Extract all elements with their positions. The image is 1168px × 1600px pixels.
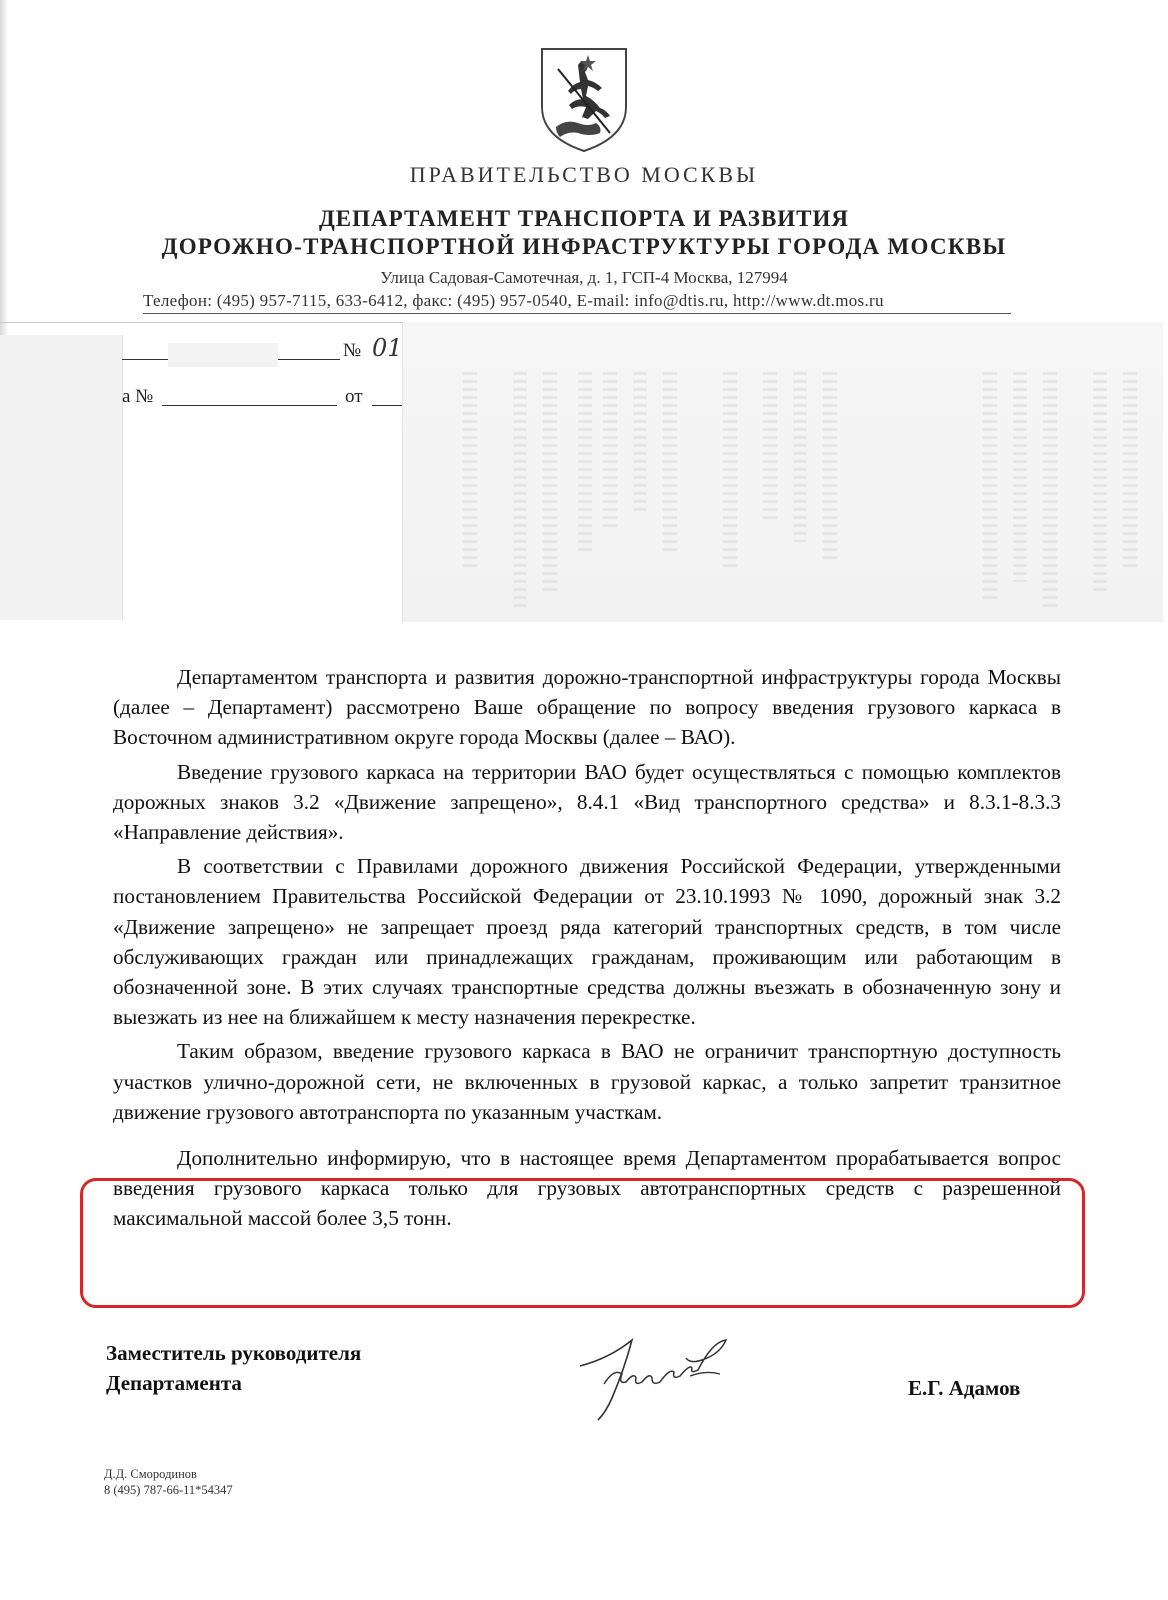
- ref-date-line: [122, 359, 170, 360]
- overlapping-receipt: [402, 322, 1163, 622]
- department-contacts: Телефон: (495) 957-7115, 633-6412, факс: (495) 957-0540, E-mail: info@dtis.ru, http://www.dt.mos.ru: [143, 291, 884, 310]
- moscow-coat-of-arms-icon: [538, 45, 630, 155]
- body-paragraph: Департаментом транспорта и развития дорожно-транспортной инфраструктуры города Москвы (далее – Департамент) рассмотрено Ваше обращение по вопросу введения грузового каркаса в Восточном административном округе города Москвы (далее – ВАО).: [113, 665, 1061, 750]
- handwritten-signature-icon: [570, 1318, 760, 1428]
- highlighted-paragraph: Дополнительно информирую, что в настоящее время Департаментом прорабатывается вопрос введения грузового каркаса только для грузовых автотранспортных средств с разрешенной максимальной массой более 3,5 тонн.: [113, 1146, 1061, 1231]
- government-name: ПРАВИТЕЛЬСТВО МОСКВЫ: [409, 162, 759, 187]
- body-paragraph: Введение грузового каркаса на территории ВАО будет осуществляться с помощью комплектов дорожных знаков 3.2 «Движение запрещено», 8.4.1 «Вид транспортного средства» и 8.3.1-8.3.3 «Направление действия».: [113, 759, 1061, 845]
- executor-name: Д.Д. Смородинов: [104, 1467, 197, 1481]
- incoming-date-line: [372, 405, 402, 406]
- incoming-number-line: [162, 405, 337, 406]
- highlight-box: [80, 1178, 1085, 1308]
- signatory-title-line2: Департамента: [106, 1371, 242, 1395]
- body-paragraph: Таким образом, введение грузового каркаса в ВАО не ограничит транспортную доступность участков улично-дорожной сети, не включенных в грузовой каркас, а только запретит транзитное движение грузового автотранспорта по указанным участкам.: [113, 1039, 1061, 1124]
- ref-date-line-end: [278, 359, 340, 360]
- signatory-title-line1: Заместитель руководителя: [106, 1341, 362, 1365]
- signatory-name: Е.Г. Адамов: [908, 1376, 1021, 1400]
- letterhead-divider: [143, 313, 1011, 314]
- incoming-number-label: а №: [122, 386, 154, 407]
- executor-phone: 8 (495) 787-66-11*54347: [104, 1483, 233, 1497]
- handwritten-number: 01: [372, 334, 403, 362]
- underlying-sheet: [0, 335, 123, 620]
- number-label: №: [343, 340, 362, 361]
- signatory-title: [106, 1338, 361, 1398]
- department-address: Улица Садовая-Самотечная, д. 1, ГСП-4 Москва, 127994: [380, 268, 788, 287]
- letter-body: [113, 662, 1061, 1234]
- redacted-area: [168, 343, 278, 367]
- executor-info: [104, 1466, 233, 1498]
- incoming-date-label: от: [345, 386, 363, 407]
- body-paragraph: В соответствии с Правилами дорожного движения Российской Федерации, утвержденными постановлением Правительства Российской Федерации от 23.10.1993 № 1090, дорожный знак 3.2 «Движение запрещено» не запрещает проезд ряда категорий транспортных средств, в том числе обслуживающих граждан или принадлежащих гражданам, проживающим или работающим в обозначенной зоне. В этих случаях транспортные средства должны въезжать в обозначенную зону и выезжать из нее на ближайшем к месту назначения перекрестке.: [113, 854, 1061, 1030]
- department-name-line2: ДОРОЖНО-ТРАНСПОРТНОЙ ИНФРАСТРУКТУРЫ ГОРОДА МОСКВЫ: [161, 234, 1007, 259]
- department-name-line1: ДЕПАРТАМЕНТ ТРАНСПОРТА И РАЗВИТИЯ: [318, 206, 850, 231]
